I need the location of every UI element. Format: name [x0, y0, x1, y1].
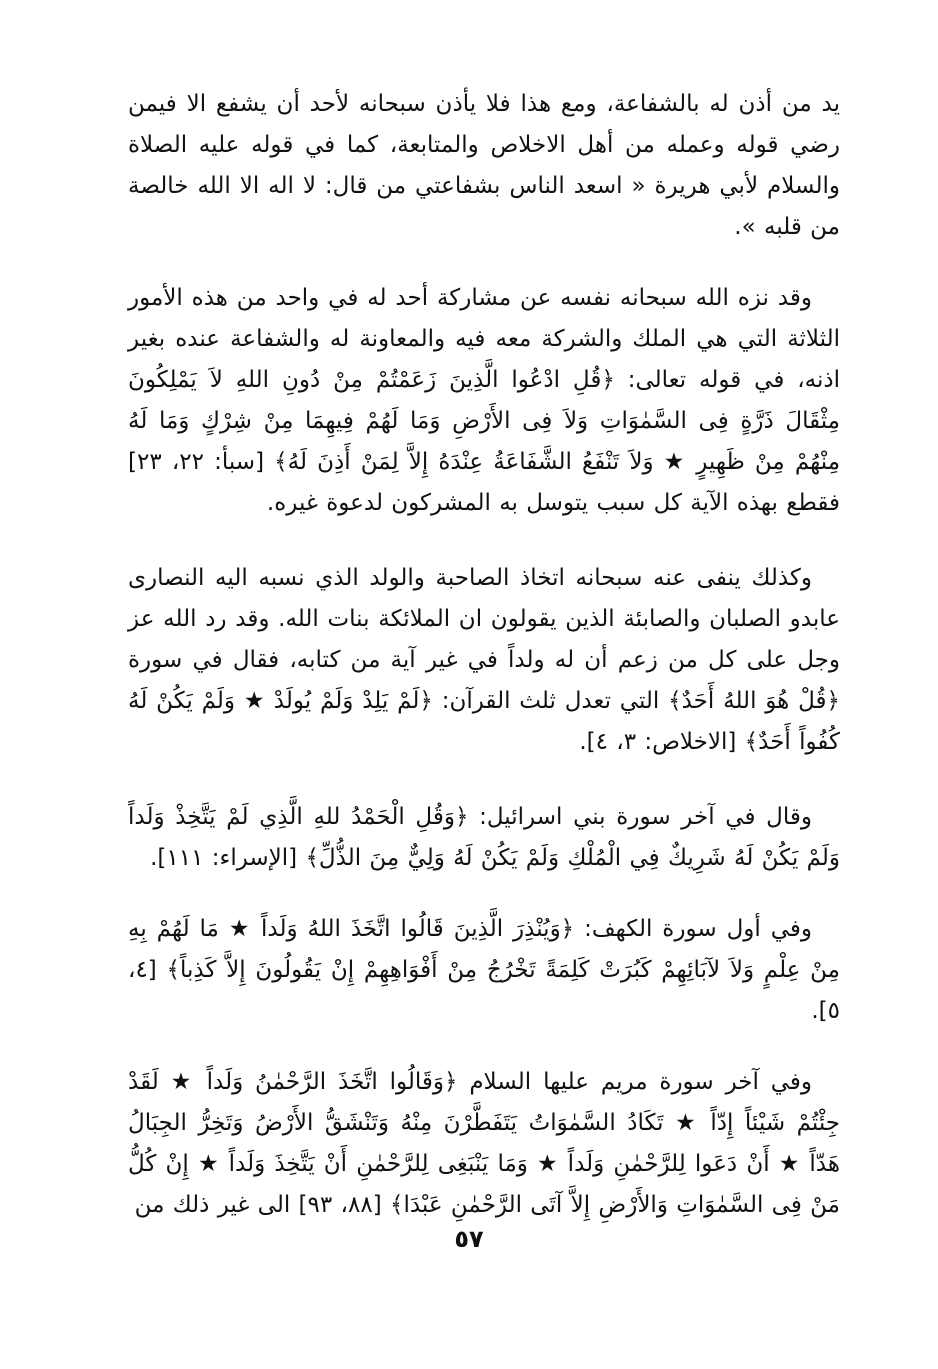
paragraph-6: وفي آخر سورة مريم عليها السلام ﴿وَقَالُوا اتَّخَذَ الرَّحْمٰنُ وَلَداً ★ لَقَدْ جِئْتُمْ شَيْئاً إِدّاً ★ تَكَادُ السَّمٰوَاتُ يَتَفَطَّرْنَ مِنْهُ وَتَنْشَقُّ الأَرْضُ وَتَخِرُّ الجِبَالُ هَدّاً ★ أَنْ دَعَوا لِلرَّحْمٰنِ وَلَداً ★ وَمَا يَنْبَغِى لِلرَّحْمٰنِ أَنْ يَتَّخِذَ وَلَداً ★ إِنْ كُلُّ مَنْ فِى السَّمٰوَاتِ وَالأَرْضِ إِلاَّ آتَى الرَّحْمٰنِ عَبْدَا﴾ [٨٨، ٩٣] الى غير ذلك من [128, 1069, 840, 1218]
paragraph-5: وفي أول سورة الكهف: ﴿وَيُنْذِرَ الَّذِينَ قَالُوا اتَّخَذَ اللهُ وَلَداً ★ مَا لَهُمْ بِهِ مِنْ عِلْمٍ وَلاَ لآبَائِهِمْ كَبُرَتْ كَلِمَةً تَخْرُجُ مِنْ أَفْوَاهِهِمْ إِنْ يَقُولُونَ إِلاَّ كَذِباً﴾ [٤، ٥]. [128, 916, 840, 1024]
paragraph-3: وكذلك ينفى عنه سبحانه اتخاذ الصاحبة والولد الذي نسبه اليه النصارى عابدو الصلبان والصابئة الذين يقولون ان الملائكة بنات الله. وقد رد الله عز وجل على كل من زعم أن له ولداً في غير آية من كتابه، فقال في سورة ﴿قُلْ هُوَ اللهُ أَحَدٌ﴾ التي تعدل ثلث القرآن: ﴿لَمْ يَلِدْ وَلَمْ يُولَدْ ★ وَلَمْ يَكُنْ لَهُ كُفُواً أَحَدٌ﴾ [الاخلاص: ٣، ٤]. [128, 565, 840, 755]
paragraph-2: وقد نزه الله سبحانه نفسه عن مشاركة أحد له في واحد من هذه الأمور الثلاثة التي هي الملك والشركة معه فيه والمعاونة له والشفاعة عنده بغير اذنه، في قوله تعالى: ﴿قُلِ ادْعُوا الَّذِينَ زَعَمْتُمْ مِنْ دُونِ اللهِ لاَ يَمْلِكُونَ مِثْقَالَ ذَرَّةٍ فِى السَّمٰوَاتِ وَلاَ فِى الأَرْضِ وَمَا لَهُمْ فِيهِمَا مِنْ شِرْكٍ وَمَا لَهُ مِنْهُمْ مِنْ ظَهِيرٍ ★ وَلاَ تَنْفَعُ الشَّفَاعَةُ عِنْدَهُ إِلاَّ لِمَنْ أَذِنَ لَهُ﴾ [سبأ: ٢٢، ٢٣] فقطع بهذه الآية كل سبب يتوسل به المشركون لدعوة غيره. [128, 285, 841, 516]
document-body [128, 84, 840, 1226]
page-number: ٥٧ [454, 1225, 484, 1253]
paragraph-4: وقال في آخر سورة بني اسرائيل: ﴿وَقُلِ الْحَمْدُ للهِ الَّذِي لَمْ يَتَّخِذْ وَلَداً وَلَمْ يَكُنْ لَهُ شَرِيكٌ فِي الْمُلْكِ وَلَمْ يَكُنْ لَهُ وَلِيٌّ مِنَ الذُّلِّ﴾ [الإسراء: ١١١]. [128, 804, 840, 871]
paragraph-1: يد من أذن له بالشفاعة، ومع هذا فلا يأذن سبحانه لأحد أن يشفع الا فيمن رضي قوله وعمله من أهل الاخلاص والمتابعة، كما في قوله عليه الصلاة والسلام لأبي هريرة « اسعد الناس بشفاعتي من قال: لا اله الا الله خالصة من قلبه ». [128, 91, 840, 240]
